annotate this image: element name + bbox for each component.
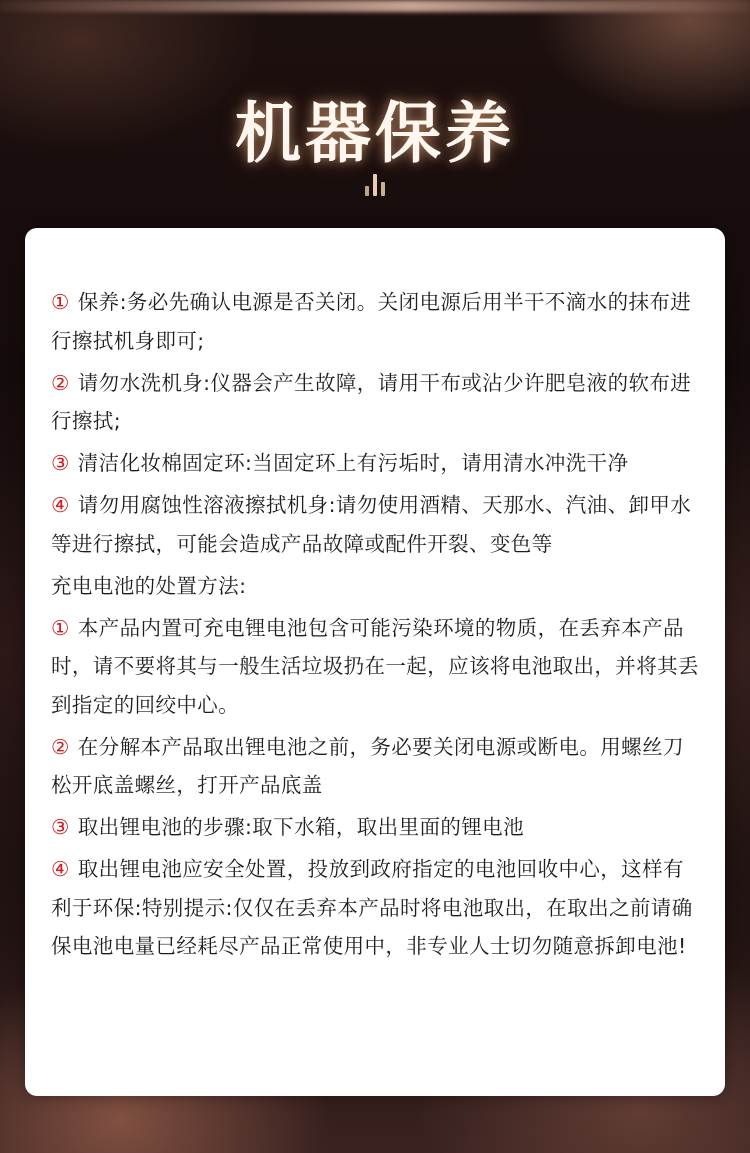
list-item bbox=[51, 808, 701, 847]
divider-bar-short-left bbox=[365, 186, 369, 196]
divider-bar-tall bbox=[373, 174, 377, 196]
item-number: ③ bbox=[51, 815, 70, 839]
item-text: 清洁化妆棉固定环:当固定环上有污垢时，请用清水冲洗干净 bbox=[77, 451, 629, 475]
top-glow-line bbox=[0, 0, 750, 12]
list-item bbox=[51, 609, 701, 725]
section-heading-text: 充电电池的处置方法: bbox=[51, 573, 247, 598]
item-number: ① bbox=[51, 615, 70, 640]
item-number: ① bbox=[51, 290, 70, 314]
divider-bar-short-right bbox=[381, 182, 385, 196]
list-item bbox=[51, 364, 701, 441]
list-item bbox=[51, 486, 701, 563]
title-divider-mark bbox=[364, 174, 388, 196]
list-item bbox=[51, 444, 701, 483]
list-item bbox=[51, 728, 701, 805]
item-text: 取出锂电池的步骤:取下水箱，取出里面的锂电池 bbox=[77, 815, 524, 839]
item-number: ④ bbox=[51, 493, 70, 517]
section-heading bbox=[51, 567, 701, 606]
content-list bbox=[51, 283, 701, 969]
item-number: ② bbox=[51, 370, 70, 395]
list-item bbox=[51, 283, 701, 360]
item-text: 本产品内置可充电锂电池包含可能污染环境的物质，在丢弃本产品时，请不要将其与一般生活垃圾扔在一起，应该将电池取出，并将其丢到指定的回绞中心。 bbox=[51, 615, 699, 717]
item-number: ④ bbox=[51, 857, 70, 881]
item-text: 保养:务必先确认电源是否关闭。关闭电源后用半干不滴水的抹布进行擦拭机身即可; bbox=[51, 290, 692, 353]
item-text: 取出锂电池应安全处置，投放到政府指定的电池回收中心，这样有利于环保:特别提示:仅仅在丢弃本产品时将电池取出，在取出之前请确保电池电量已经耗尽产品正常使用中，非专业人士切勿随意拆卸电池! bbox=[51, 857, 693, 958]
list-item bbox=[51, 850, 701, 966]
item-text: 请勿水洗机身:仪器会产生故障，请用干布或沾少许肥皂液的软布进行擦拭; bbox=[51, 370, 692, 433]
item-text: 在分解本产品取出锂电池之前，务必要关闭电源或断电。用螺丝刀松开底盖螺丝，打开产品底盖 bbox=[51, 734, 684, 797]
item-number: ② bbox=[51, 734, 70, 759]
content-card bbox=[25, 228, 725, 1096]
item-number: ③ bbox=[51, 451, 70, 475]
page-title: 机器保养 bbox=[235, 95, 515, 172]
item-text: 请勿用腐蚀性溶液擦拭机身:请勿使用酒精、天那水、汽油、卸甲水等进行擦拭，可能会造成产品故障或配件开裂、变色等 bbox=[51, 493, 692, 556]
